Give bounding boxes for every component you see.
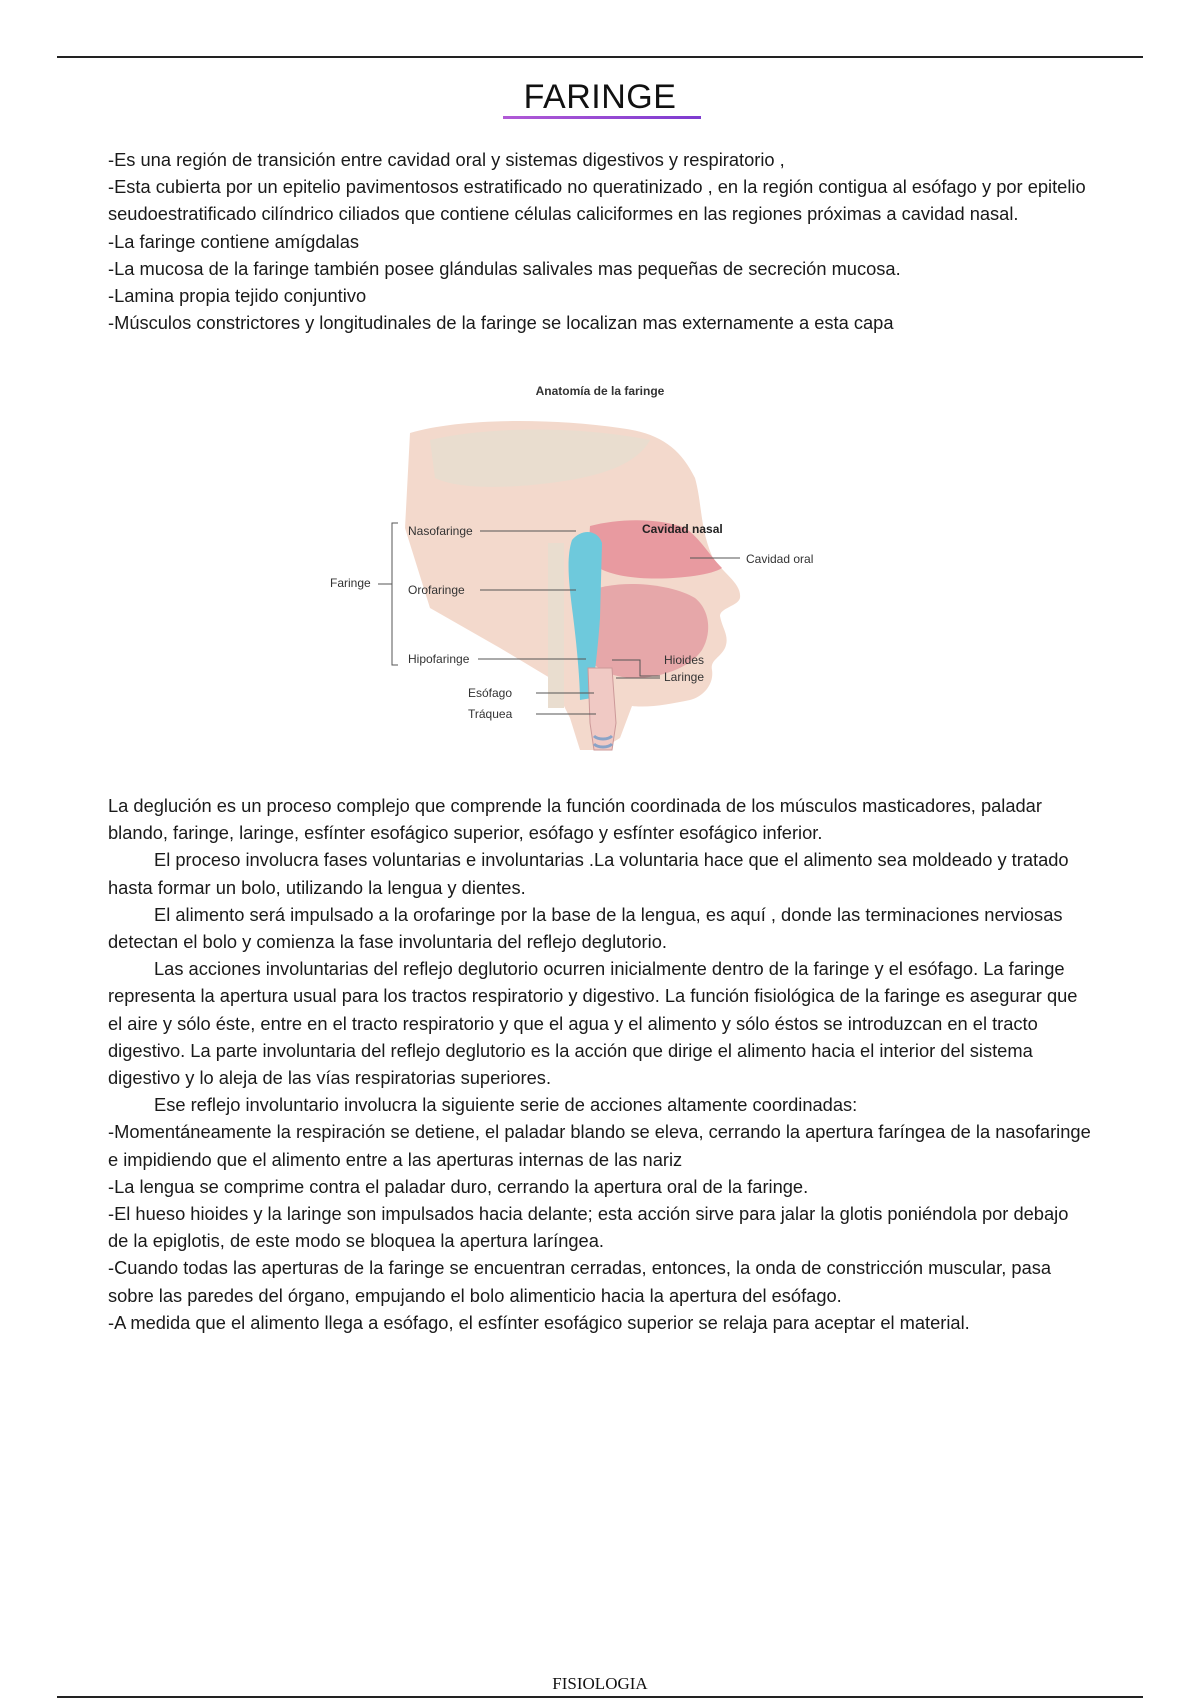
spine-shape	[548, 543, 564, 708]
title-underline	[503, 116, 701, 119]
label-laringe: Laringe	[664, 670, 705, 684]
body-paragraph: El proceso involucra fases voluntarias e involuntarias .La voluntaria hace que el alimento sea moldeado y tratado hasta formar un bolo, utilizando la lengua y dientes.	[108, 849, 1069, 898]
label-esofago: Esófago	[468, 686, 513, 700]
body-list-item: -Momentáneamente la respiración se detiene, el paladar blando se eleva, cerrando la apertura faríngea de la nasofaringe e impidiendo que el alimento entre a las aperturas internas de las nariz	[108, 1121, 1091, 1170]
label-cavidad-oral: Cavidad oral	[746, 552, 814, 566]
body-paragraph: El alimento será impulsado a la orofaringe por la base de la lengua, es aquí , donde las terminaciones nerviosas detectan el bolo y comienza la fase involuntaria del reflejo deglutorio.	[108, 903, 1063, 953]
body-list-item: -La lengua se comprime contra el paladar duro, cerrando la apertura oral de la faringe.	[108, 1175, 809, 1197]
label-cavidad-nasal: Cavidad nasal	[642, 522, 723, 536]
footer-label: FISIOLOGIA	[552, 1674, 648, 1693]
intro-line: -Es una región de transición entre cavidad oral y sistemas digestivos y respiratorio ,	[108, 149, 785, 170]
intro-line: -La mucosa de la faringe también posee glándulas salivales mas pequeñas de secreción mucosa.	[108, 257, 901, 279]
page-title: FARINGE	[523, 78, 677, 116]
body-list-item: -Cuando todas las aperturas de la faringe se encuentran cerradas, entonces, la onda de constricción muscular, pasa sobre las paredes del órgano, empujando el bolo alimenticio hacia la apertura del esófago.	[108, 1257, 1052, 1306]
body-paragraph: La deglución es un proceso complejo que comprende la función coordinada de los músculos masticadores, paladar blando, faringe, laringe, esfínter esofágico superior, esófago y esfínter esofágico inferior.	[108, 795, 1042, 844]
intro-line: -Lamina propia tejido conjuntivo	[108, 285, 367, 307]
body-paragraph: Ese reflejo involuntario involucra la siguiente serie de acciones altamente coordinadas:	[154, 1094, 858, 1116]
figure-title: Anatomía de la faringe	[535, 384, 665, 398]
label-nasofaringe: Nasofaringe	[408, 524, 473, 538]
body-list-item: -A medida que el alimento llega a esófago, el esfínter esofágico superior se relaja para aceptar el material.	[108, 1311, 970, 1333]
label-orofaringe: Orofaringe	[408, 583, 465, 597]
top-rule	[57, 56, 1143, 58]
intro-section	[108, 146, 1093, 336]
body-section	[108, 792, 1093, 1336]
label-hioides: Hioides	[664, 653, 705, 667]
intro-line: -Músculos constrictores y longitudinales de la faringe se localizan mas externamente a esta capa	[108, 312, 894, 334]
faringe-bracket	[392, 523, 398, 665]
bottom-rule	[57, 1696, 1143, 1698]
label-hipofaringe: Hipofaringe	[408, 652, 470, 666]
intro-line: -Esta cubierta por un epitelio pavimentosos estratificado no queratinizado , en la región contigua al esófago y por epitelio seudoestratificado cilíndrico ciliados que contiene células caliciformes en las regiones próximas a cavidad nasal.	[108, 176, 1086, 225]
body-paragraph: Las acciones involuntarias del reflejo deglutorio ocurren inicialmente dentro de la faringe y el esófago. La faringe representa la apertura usual para los tractos respiratorio y digestivo. La función fisiológica de la faringe es asegurar que el aire y sólo éste, entre en el tracto respiratorio y que el agua y el alimento y sólo éstos se introduzcan en el tracto digestivo. La parte involuntaria del reflejo deglutorio es la acción que dirige el alimento hacia el interior del sistema digestivo y lo aleja de las vías respiratorias superiores.	[108, 958, 1078, 1089]
body-list-item: -El hueso hioides y la laringe son impulsados hacia delante; esta acción sirve para jalar la glotis poniéndola por debajo de la epiglotis, de este modo se bloquea la apertura laríngea.	[108, 1203, 1069, 1252]
label-traquea: Tráquea	[468, 707, 513, 721]
intro-line: -La faringe contiene amígdalas	[108, 230, 360, 252]
pharynx-anatomy-figure	[330, 378, 850, 790]
label-faringe: Faringe	[330, 576, 371, 590]
